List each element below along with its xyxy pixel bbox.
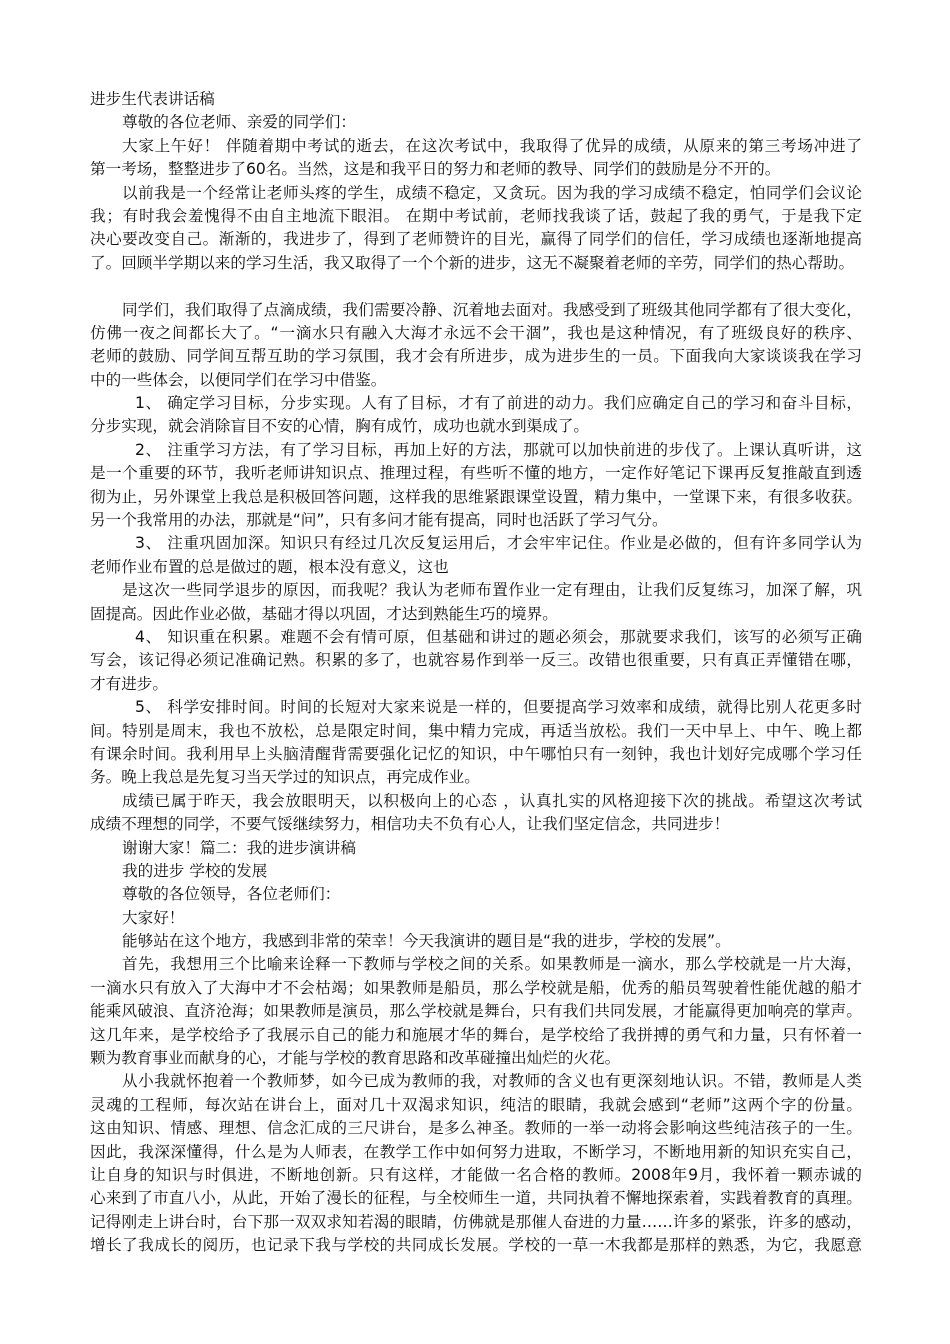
text-line: 写会，该记得必须记准确记熟。积累的多了，也就容易作到举一反三。改错也很重要，只有真正弄懂错在哪， — [90, 651, 862, 670]
text-line: 心来到了市直八小，从此，开始了漫长的征程，与全校师生一道，共同执着不懈地探索着，实践着教育的真理。 — [90, 1189, 862, 1208]
paragraph — [90, 392, 862, 439]
text-line: 5、 科学安排时间。时间的长短对大家来说是一样的，但要提高学习效率和成绩，就得比别人花更多时 — [135, 698, 862, 717]
paragraph — [90, 1070, 862, 1257]
text-line: 成绩不理想的同学，不要气馁继续努力，相信功夫不负有心人，让我们坚定信念，共同进步！ — [90, 815, 730, 834]
paragraph — [90, 135, 862, 182]
text-line: 大家上午好！ 伴随着期中考试的逝去，在这次考试中，我取得了优异的成绩，从原来的第三考场冲进了 — [122, 136, 862, 155]
text-line: 让自身的知识与时俱进，不断地创新。只有这样，才能做一名合格的教师。2008年9月，我怀着一颗赤诚的 — [90, 1165, 862, 1184]
text-line: 成绩已属于昨天，我会放眼明天，以积极向上的心态 ，认真扎实的风格迎接下次的挑战。希望这次考试 — [122, 791, 862, 810]
paragraph — [90, 579, 862, 626]
text-line: 中的一些体会，以便同学们在学习中借鉴。 — [90, 370, 387, 389]
text-line: 记得刚走上讲台时，台下那一双双求知若渴的眼睛，仿佛就是那催人奋进的力量……许多的紧张，许多的感动， — [90, 1212, 862, 1231]
text-line: 一滴水只有放入了大海中才不会枯竭；如果教师是船员，那么学校就是船，优秀的船员驾驶着性能优越的船才 — [90, 978, 862, 997]
text-line: 才有进步。 — [90, 674, 168, 693]
paragraph — [90, 111, 862, 134]
text-line: 3、 注重巩固加深。知识只有经过几次反复运用后，才会牢牢记住。作业是必做的，但有许多同学认为 — [135, 534, 862, 553]
text-line: 老师作业布置的总是做过的题，根本没有意义，这也 — [90, 557, 449, 576]
text-line: 颗为教育事业而献身的心，才能与学校的教育思路和改革碰撞出灿烂的火花。 — [90, 1049, 621, 1068]
text-line: 我的进步 学校的发展 — [122, 861, 268, 880]
text-line: 间。特别是周末，我也不放松，总是限定时间，集中精力完成，再适当放松。我们一天中早上、中午、晚上都 — [90, 721, 862, 740]
blank-line — [90, 275, 862, 298]
paragraph — [90, 299, 862, 393]
document-title — [90, 88, 862, 111]
text-line: 是一个重要的环节，我听老师讲知识点、推理过程，有些听不懂的地方，一定作好笔记下课再反复推敲直到透 — [90, 464, 862, 483]
text-line: 尊敬的各位领导，各位老师们： — [122, 885, 341, 904]
text-line: 尊敬的各位老师、亲爱的同学们： — [122, 113, 356, 132]
paragraph — [90, 626, 862, 696]
document-body — [90, 88, 862, 1258]
text-line: 了。回顾半学期以来的学习生活，我又取得了一个个新的进步，这无不凝聚着老师的辛劳，同学们的热心帮助。 — [90, 253, 855, 272]
paragraph — [90, 837, 862, 860]
paragraph — [90, 439, 862, 533]
paragraph — [90, 883, 862, 906]
text-line: 是这次一些同学退步的原因，而我呢？我认为老师布置作业一定有理由，让我们反复练习，加深了解，巩 — [122, 581, 862, 600]
text-line: 分步实现，就会消除盲目不安的心情，胸有成竹，成功也就水到渠成了。 — [90, 417, 590, 436]
paragraph — [90, 532, 862, 579]
text-line: 有课余时间。我利用早上头脑清醒背需要强化记忆的知识，中午哪怕只有一刻钟，我也计划好完成哪个学习任 — [90, 744, 862, 763]
text-line: 灵魂的工程师，每次站在讲台上，面对几十双渴求知识，纯洁的眼睛，我就会感到“老师”这两个字的份量。 — [90, 1095, 862, 1114]
text-line: 4、 知识重在积累。难题不会有情可原，但基础和讲过的题必须会，那就要求我们，该写的必须写正确 — [135, 627, 862, 646]
text-line: 以前我是一个经常让老师头疼的学生，成绩不稳定，又贪玩。因为我的学习成绩不稳定，怕同学们会议论 — [122, 183, 862, 202]
text-line: 从小我就怀抱着一个教师梦，如今已成为教师的我，对教师的含义也有更深刻地认识。不错，教师是人类 — [122, 1072, 862, 1091]
paragraph — [90, 907, 862, 930]
paragraph — [90, 696, 862, 790]
text-line: 同学们，我们取得了点滴成绩，我们需要冷静、沉着地去面对。我感受到了班级其他同学都有了很大变化， — [122, 300, 862, 319]
text-line: 第一考场，整整进步了60名。当然，这是和我平日的努力和老师的教导、同学们的鼓励是分不开的。 — [90, 160, 781, 179]
text-line: 我；有时我会羞愧得不由自主地流下眼泪。 在期中考试前，老师找我谈了话，鼓起了我的勇气，于是我下定 — [90, 206, 862, 225]
text-line: 能够站在这个地方，我感到非常的荣幸！今天我演讲的题目是“我的进步，学校的发展”。 — [122, 932, 731, 951]
text-line: 仿佛一夜之间都长大了。“一滴水只有融入大海才永远不会干涸”，我也是这种情况，有了班级良好的秩序、 — [90, 323, 862, 342]
paragraph — [90, 860, 862, 883]
text-line: 首先，我想用三个比喻来诠释一下教师与学校之间的关系。如果教师是一滴水，那么学校就是一片大海， — [122, 955, 862, 974]
paragraph — [90, 953, 862, 1070]
paragraph — [90, 930, 862, 953]
paragraph — [90, 182, 862, 276]
text-line: 这几年来，是学校给予了我展示自己的能力和施展才华的舞台，是学校给了我拼搏的勇气和力量，只有怀着一 — [90, 1025, 862, 1044]
text-line: 进步生代表讲话稿 — [90, 90, 215, 108]
text-line: 彻为止，另外课堂上我总是积极回答问题，这样我的思维紧跟课堂设置，精力集中，一堂课下来，有很多收获。 — [90, 487, 862, 506]
text-line: 增长了我成长的阅历，也记录下我与学校的共同成长发展。学校的一草一木我都是那样的熟悉，为它，我愿意 — [90, 1236, 862, 1255]
text-line: 谢谢大家！篇二：我的进步演讲稿 — [122, 838, 356, 857]
text-line: 这由知识、情感、理想、信念汇成的三尺讲台，是多么神圣。教师的一举一动将会影响这些纯洁孩子的一生。 — [90, 1119, 862, 1138]
text-line: 老师的鼓励、同学间互帮互助的学习氛围，我才会有所进步，成为进步生的一员。下面我向大家谈谈我在学习 — [90, 347, 862, 366]
text-line: 1、 确定学习目标，分步实现。人有了目标，才有了前进的动力。我们应确定自己的学习和奋斗目标， — [135, 394, 862, 413]
text-line: 决心要改变自己。渐渐的，我进步了，得到了老师赞许的目光，赢得了同学们的信任，学习成绩也逐渐地提高 — [90, 230, 862, 249]
text-line: 务。晚上我总是先复习当天学过的知识点，再完成作业。 — [90, 768, 480, 787]
text-line: 大家好！ — [122, 908, 185, 927]
text-line: 另一个我常用的办法，那就是“问”，只有多问才能有提高，同时也活跃了学习气分。 — [90, 511, 668, 530]
text-line: 能乘风破浪、直济沧海；如果教师是演员，那么学校就是舞台，只有我们共同发展，才能赢得更加响亮的掌声。 — [90, 1002, 862, 1021]
text-line: 2、 注重学习方法，有了学习目标，再加上好的方法，那就可以加快前进的步伐了。上课认真听讲，这 — [135, 440, 862, 459]
text-line: 固提高。因此作业必做，基础才得以巩固，才达到熟能生巧的境界。 — [90, 604, 558, 623]
paragraph — [90, 790, 862, 837]
text-line: 因此，我深深懂得，什么是为人师表，在教学工作中如何努力进取，不断学习，不断地用新的知识充实自己， — [90, 1142, 862, 1161]
